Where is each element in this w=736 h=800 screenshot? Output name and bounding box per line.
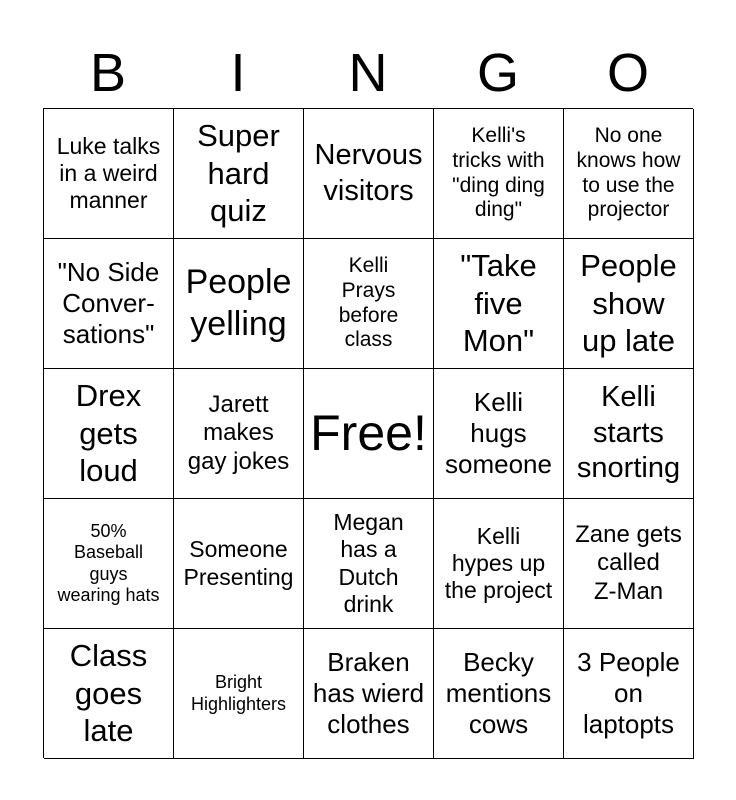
bingo-header bbox=[43, 38, 693, 108]
bingo-cell[interactable] bbox=[174, 499, 304, 629]
cell-text: Jarett makes gay jokes bbox=[187, 391, 290, 475]
cell-text: Braken has wierd clothes bbox=[312, 647, 425, 739]
cell-text: No one knows how to use the projector bbox=[576, 123, 681, 222]
cell-text: "Take five Mon" bbox=[460, 247, 537, 359]
bingo-cell[interactable] bbox=[304, 239, 434, 369]
cell-text: Kelli hugs someone bbox=[445, 387, 552, 479]
cell-text: People show up late bbox=[580, 247, 677, 359]
bingo-free-cell[interactable] bbox=[304, 369, 434, 499]
bingo-cell[interactable] bbox=[174, 629, 304, 759]
bingo-cell[interactable] bbox=[44, 369, 174, 499]
bingo-cell[interactable] bbox=[564, 239, 694, 369]
header-letter-b: B bbox=[89, 43, 127, 103]
bingo-cell[interactable] bbox=[304, 109, 434, 239]
bingo-board bbox=[43, 108, 693, 758]
cell-text: Becky mentions cows bbox=[445, 647, 552, 739]
cell-text: Megan has a Dutch drink bbox=[333, 509, 404, 617]
bingo-cell[interactable] bbox=[564, 369, 694, 499]
cell-text: Drex gets loud bbox=[75, 377, 142, 489]
cell-text: 50% Baseball guys wearing hats bbox=[57, 521, 160, 605]
free-space-text: Free! bbox=[310, 405, 427, 461]
bingo-cell[interactable] bbox=[564, 109, 694, 239]
bingo-cell[interactable] bbox=[304, 629, 434, 759]
bingo-cell[interactable] bbox=[564, 499, 694, 629]
header-letter-i: I bbox=[230, 43, 246, 103]
bingo-cell[interactable] bbox=[174, 239, 304, 369]
cell-text: Class goes late bbox=[69, 637, 148, 749]
cell-text: Nervous visitors bbox=[314, 139, 423, 207]
bingo-cell[interactable] bbox=[174, 109, 304, 239]
bingo-cell[interactable] bbox=[434, 109, 564, 239]
cell-text: Super hard quiz bbox=[197, 117, 280, 229]
bingo-cell[interactable] bbox=[44, 629, 174, 759]
bingo-cell[interactable] bbox=[44, 109, 174, 239]
bingo-cell[interactable] bbox=[44, 499, 174, 629]
cell-text: Someone Presenting bbox=[183, 536, 294, 590]
cell-text: Kelli's tricks with "ding ding ding" bbox=[452, 123, 545, 222]
header-letter-n: N bbox=[348, 43, 388, 103]
cell-text: Kelli starts snorting bbox=[576, 381, 681, 485]
cell-text: "No Side Conver- sations" bbox=[57, 257, 160, 349]
bingo-cell[interactable] bbox=[44, 239, 174, 369]
cell-text: People yelling bbox=[185, 263, 292, 343]
cell-text: Luke talks in a weird manner bbox=[56, 132, 161, 214]
bingo-cell[interactable] bbox=[434, 369, 564, 499]
bingo-cell[interactable] bbox=[174, 369, 304, 499]
header-letter-g: G bbox=[476, 43, 519, 103]
bingo-cell[interactable] bbox=[564, 629, 694, 759]
bingo-cell[interactable] bbox=[434, 499, 564, 629]
bingo-cell[interactable] bbox=[304, 499, 434, 629]
cell-text: Zane gets called Z-Man bbox=[575, 521, 682, 605]
cell-text: Bright Highlighters bbox=[190, 672, 287, 714]
cell-text: 3 People on laptopts bbox=[577, 647, 680, 739]
cell-text: Kelli Prays before class bbox=[338, 253, 399, 352]
bingo-cell[interactable] bbox=[434, 629, 564, 759]
cell-text: Kelli hypes up the project bbox=[444, 522, 553, 604]
bingo-cell[interactable] bbox=[434, 239, 564, 369]
header-letter-o: O bbox=[606, 43, 649, 103]
